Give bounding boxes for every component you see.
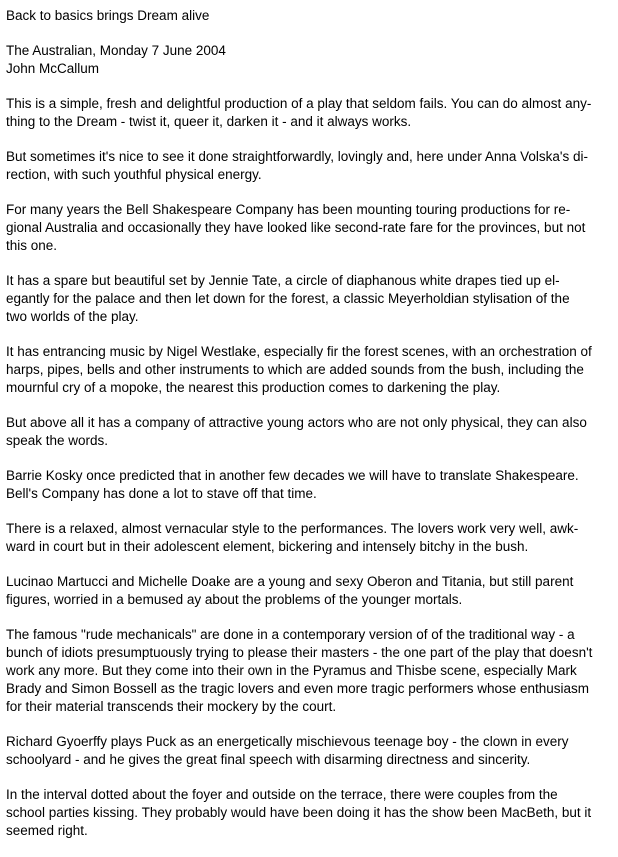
text-line: seemed right. (6, 823, 88, 838)
text-line: mournful cry of a mopoke, the nearest this production comes to darkening the play. (6, 380, 501, 395)
text-line: ward in court but in their adolescent element, bickering and intensely bitchy in the bush. (6, 539, 529, 554)
text-line: But above all it has a company of attractive young actors who are not only physical, they can also (6, 415, 587, 430)
text-line: speak the words. (6, 433, 109, 448)
paragraph-6 (6, 414, 610, 450)
text-line: But sometimes it's nice to see it done straightforwardly, lovingly and, here under Anna Volska's di- (6, 149, 588, 164)
title-line: Back to basics brings Dream alive (6, 8, 210, 23)
text-line: harps, pipes, bells and other instruments to which are added sounds from the bush, including the (6, 362, 584, 377)
text-line: egantly for the palace and then let down for the forest, a classic Meyerholdian stylisation of the (6, 291, 570, 306)
text-line: bunch of idiots presumptuously trying to please their masters - the one part of the play that doesn't (6, 645, 593, 660)
paragraph-8 (6, 520, 610, 556)
text-line: school parties kissing. They probably would have been doing it has the show been MacBeth, but it (6, 805, 592, 820)
text-line: rection, with such youthful physical energy. (6, 167, 262, 182)
text-line: this one. (6, 238, 58, 253)
text-line: Richard Gyoerffy plays Puck as an energetically mischievous teenage boy - the clown in every (6, 734, 569, 749)
paragraph-2 (6, 148, 610, 184)
paragraph-1 (6, 95, 610, 131)
author-line: John McCallum (6, 61, 100, 76)
text-line: Lucinao Martucci and Michelle Doake are a young and sexy Oberon and Titania, but still parent (6, 574, 574, 589)
source-line: The Australian, Monday 7 June 2004 (6, 43, 226, 58)
article-byline (6, 42, 610, 78)
text-line: Bell's Company has done a lot to stave off that time. (6, 486, 317, 501)
text-line: two worlds of the play. (6, 309, 139, 324)
text-line: gional Australia and occasionally they have looked like second-rate fare for the provinces, but not (6, 220, 586, 235)
text-line: schoolyard - and he gives the great final speech with disarming directness and sincerity. (6, 752, 531, 767)
paragraph-9 (6, 573, 610, 609)
text-line: thing to the Dream - twist it, queer it, darken it - and it always works. (6, 114, 412, 129)
paragraph-10 (6, 626, 610, 716)
text-line: This is a simple, fresh and delightful production of a play that seldom fails. You can do almost any- (6, 96, 592, 111)
text-line: For many years the Bell Shakespeare Company has been mounting touring productions for re- (6, 202, 571, 217)
text-line: work any more. But they come into their own in the Pyramus and Thisbe scene, especially Mark (6, 663, 577, 678)
text-line: It has a spare but beautiful set by Jennie Tate, a circle of diaphanous white drapes tied up el- (6, 273, 560, 288)
text-line: Barrie Kosky once predicted that in another few decades we will have to translate Shakespeare. (6, 468, 579, 483)
text-line: for their material transcends their mockery by the court. (6, 699, 337, 714)
text-line: Brady and Simon Bossell as the tragic lovers and even more tragic performers whose enthusiasm (6, 681, 590, 696)
paragraph-3 (6, 201, 610, 255)
paragraph-12 (6, 786, 610, 840)
paragraph-7 (6, 467, 610, 503)
paragraph-11 (6, 733, 610, 769)
text-line: In the interval dotted about the foyer and outside on the terrace, there were couples from the (6, 787, 558, 802)
text-line: It has entrancing music by Nigel Westlake, especially fir the forest scenes, with an orchestration of (6, 344, 592, 359)
text-line: There is a relaxed, almost vernacular style to the performances. The lovers work very well, awk- (6, 521, 579, 536)
text-line: figures, worried in a bemused ay about the problems of the younger mortals. (6, 592, 463, 607)
article-title (6, 7, 610, 25)
paragraph-4 (6, 272, 610, 326)
article (6, 7, 610, 857)
paragraph-5 (6, 343, 610, 397)
text-line: The famous "rude mechanicals" are done in a contemporary version of of the traditional way - a (6, 627, 575, 642)
